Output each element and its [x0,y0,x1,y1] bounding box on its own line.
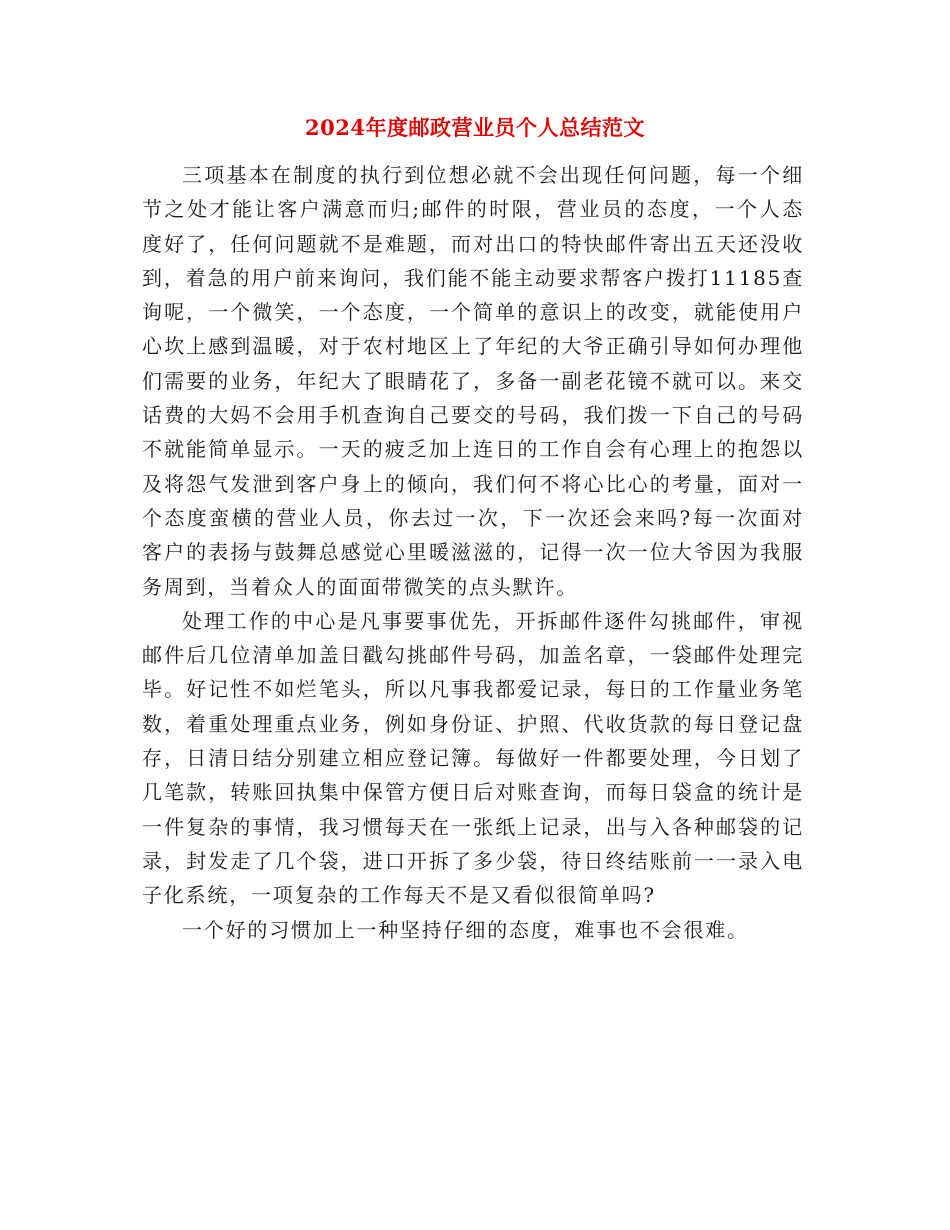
paragraph-1: 三项基本在制度的执行到位想必就不会出现任何问题，每一个细节之处才能让客户满意而归;邮件的时限，营业员的态度，一个人态度好了，任何问题就不是难题，而对出口的特快邮件寄出五天还没收到，着急的用户前来询问，我们能不能主动要求帮客户拨打11185查询呢，一个微笑，一个态度，一个简单的意识上的改变，就能使用户心坎上感到温暖，对于农村地区上了年纪的大爷正确引导如何办理他们需要的业务，年纪大了眼睛花了，多备一副老花镜不就可以。来交话费的大妈不会用手机查询自己要交的号码，我们拨一下自己的号码不就能简单显示。一天的疲乏加上连日的工作自会有心理上的抱怨以及将怨气发泄到客户身上的倾向，我们何不将心比心的考量，面对一个态度蛮横的营业人员，你去过一次，下一次还会来吗?每一次面对客户的表扬与鼓舞总感觉心里暖滋滋的，记得一次一位大爷因为我服务周到，当着众人的面面带微笑的点头默许。 [142,163,804,599]
document-body [142,158,804,947]
document-title: 2024年度邮政营业员个人总结范文 [305,115,645,140]
paragraph-3: 一个好的习惯加上一种坚持仔细的态度，难事也不会很难。 [182,917,749,942]
paragraph-2: 处理工作的中心是凡事要事优先，开拆邮件逐件勾挑邮件，审视邮件后几位清单加盖日戳勾挑邮件号码，加盖名章，一袋邮件处理完毕。好记性不如烂笔头，所以凡事我都爱记录，每日的工作量业务笔数，着重处理重点业务，例如身份证、护照、代收货款的每日登记盘存，日清日结分别建立相应登记簿。每做好一件都要处理，今日划了几笔款，转账回执集中保管方便日后对账查询，而每日袋盒的统计是一件复杂的事情，我习惯每天在一张纸上记录，出与入各种邮袋的记录，封发走了几个袋，进口开拆了多少袋，待日终结账前一一录入电子化系统，一项复杂的工作每天不是又看似很简单吗? [142,608,804,908]
